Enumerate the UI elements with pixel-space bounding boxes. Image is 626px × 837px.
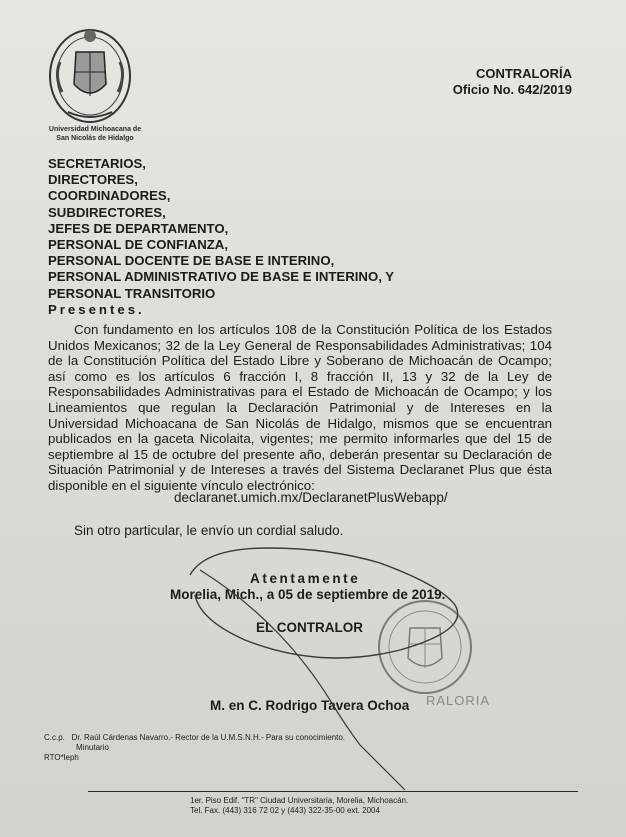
- ccp-minutario: Minutario: [76, 743, 109, 752]
- addressee-line: PERSONAL TRANSITORIO: [48, 285, 216, 301]
- presentes-line: Presentes.: [48, 301, 145, 317]
- footer-divider: [88, 791, 578, 792]
- letter-body: [48, 322, 552, 494]
- atentamente-line: Atentamente: [250, 571, 361, 586]
- footer-phone: Tel. Fax. (443) 316 72 02 y (443) 322-35-00 ext. 2004: [190, 806, 380, 815]
- university-coat-of-arms-logo: [46, 22, 134, 126]
- department-title: CONTRALORÍA: [475, 66, 572, 81]
- addressee-line: SECRETARIOS,: [48, 156, 146, 171]
- official-seal-stamp: [376, 598, 474, 696]
- addressee-line: PERSONAL DOCENTE DE BASE E INTERINO,: [48, 253, 335, 269]
- ccp-row: [44, 733, 345, 743]
- addressee-line: DIRECTORES,: [48, 172, 138, 188]
- addressee-line: PERSONAL ADMINISTRATIVO DE BASE E INTERINO, Y: [48, 269, 395, 285]
- signer-title: EL CONTRALOR: [256, 620, 363, 635]
- footer-address: 1er. Piso Edif. "TR" Ciudad Universitaria, Morelia, Michoacán.: [190, 796, 409, 805]
- place-and-date: Morelia, Mich., a 05 de septiembre de 2019.: [170, 587, 446, 602]
- stamp-text: RALORIA: [426, 693, 491, 708]
- addressee-line: COORDINADORES,: [48, 188, 171, 204]
- institution-name-line1: Universidad Michoacana de: [48, 126, 142, 133]
- ccp-recipient: Dr. Raúl Cárdenas Navarro.- Rector de la U.M.S.N.H.- Para su conocimiento.: [71, 733, 346, 742]
- declaranet-link: declaranet.umich.mx/DeclaranetPlusWebapp/: [174, 490, 448, 505]
- signer-name: M. en C. Rodrigo Tavera Ochoa: [210, 698, 410, 713]
- institution-name: [30, 125, 160, 143]
- addressee-line: PERSONAL DE CONFIANZA,: [48, 237, 228, 253]
- office-number: Oficio No. 642/2019: [452, 82, 572, 97]
- addressee-line: SUBDIRECTORES,: [48, 204, 166, 220]
- carbon-copy-block: [44, 733, 345, 763]
- letter-header: [453, 66, 572, 98]
- letter-footer: [190, 796, 408, 816]
- body-paragraph: Con fundamento en los artículos 108 de la Constitución Política de los Estados Unidos Mexicanos; 32 de la Ley General de Responsabilidades Administrativas; 104 de la Constitución Política del Estado Libre y Soberano de Michoacán de Ocampo; así como es los artículos 6 fracción I, 8 fracción II, 13 y 32 de la Ley de Responsabilidades Administrativas para el Estado de Michoacán de Ocampo; y los Lineamientos que regulan la Declaración Patrimonial y de Intereses en la Universidad Michoacana de San Nicolás de Hidalgo, mismos que se encuentran publicados en la gaceta Nicolaita, vigentes; me permito informarles que del 15 de septiembre al 15 de octubre del presente año, deberán presentar su Declaración de Situación Patrimonial y de Intereses a través del Sistema Declaranet Plus que ésta disponible en el siguiente vínculo electrónico:: [48, 322, 552, 493]
- ccp-label: C.c.p.: [44, 733, 65, 742]
- ccp-initials: RTO*leph: [44, 753, 79, 762]
- closing-line: Sin otro particular, le envío un cordial saludo.: [74, 523, 344, 538]
- institution-name-line2: San Nicolás de Hidalgo: [56, 135, 134, 142]
- addressee-block: [48, 156, 394, 318]
- addressee-line: JEFES DE DEPARTAMENTO,: [48, 220, 229, 236]
